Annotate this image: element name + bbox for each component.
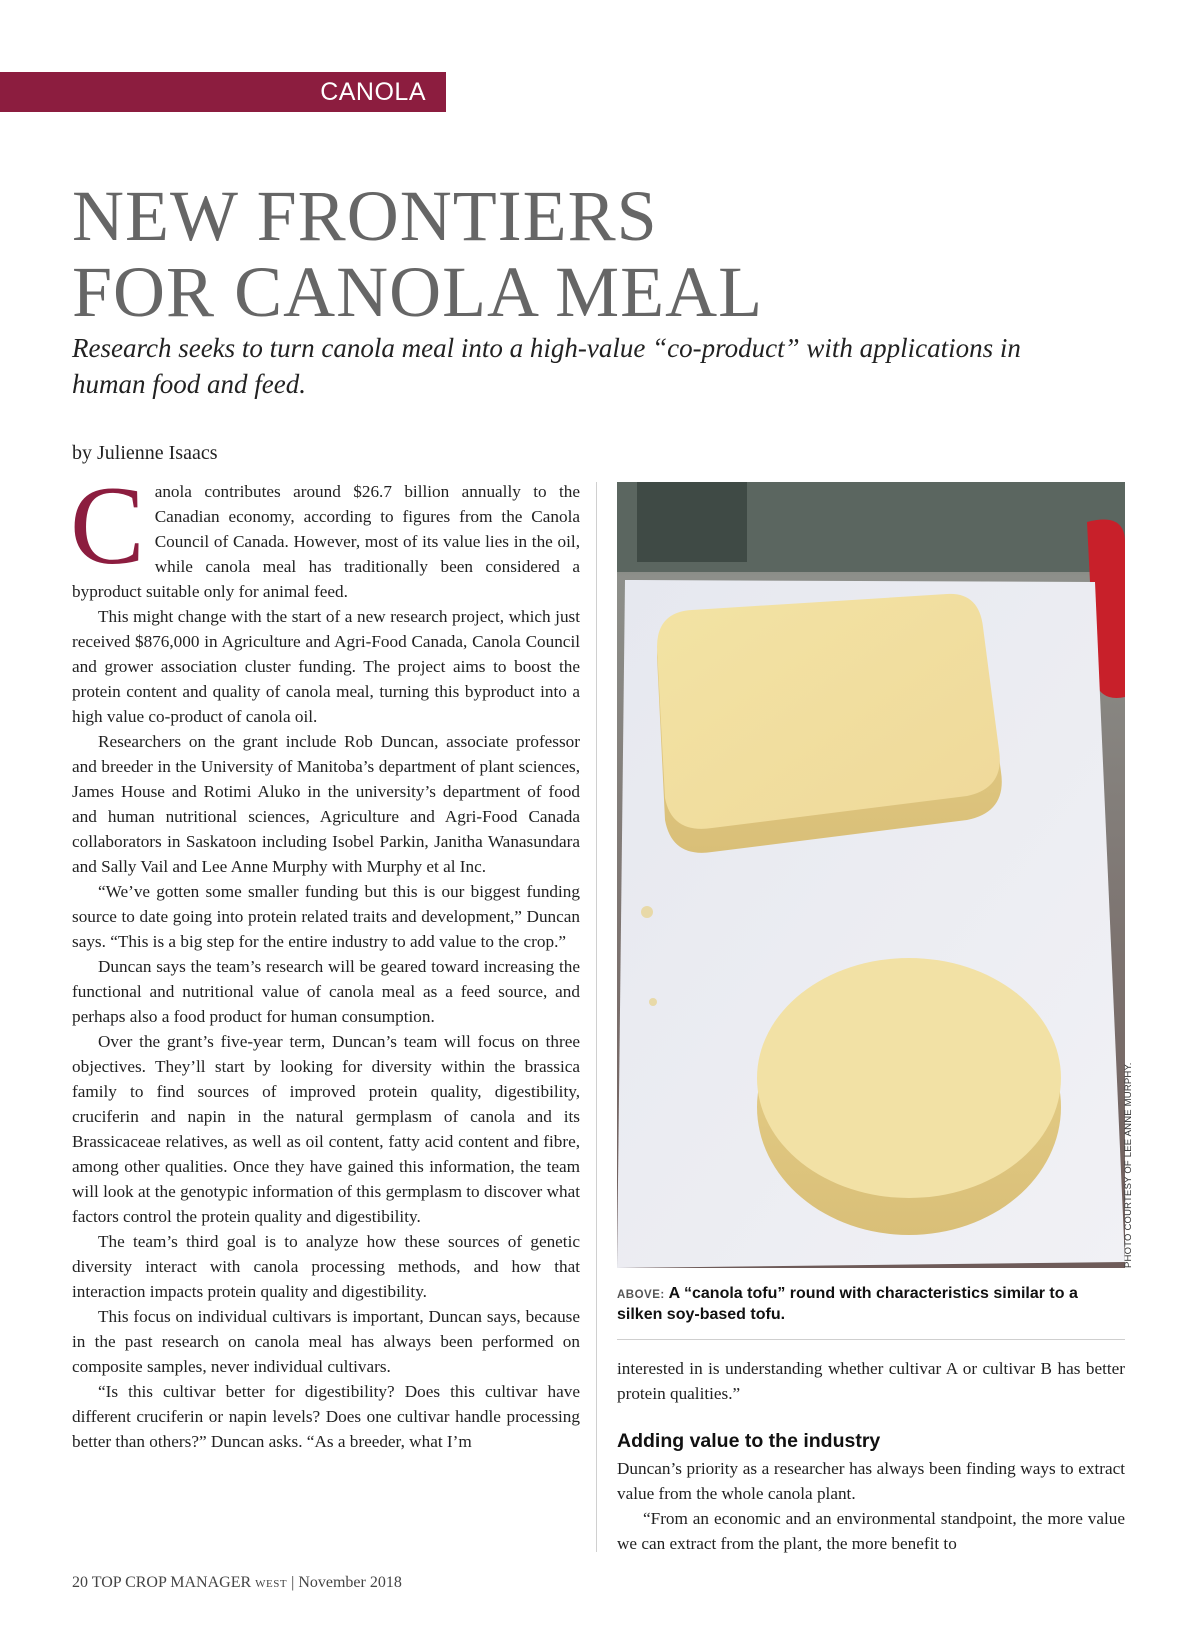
column-divider	[596, 482, 597, 1552]
photo-caption	[617, 1284, 1117, 1325]
body-paragraph-text: anola contributes around $26.7 billion annually to the Canadian economy, according to figures from the Canola Council of Canada. However, most of its value lies in the oil, while canola meal has traditionally been considered a byproduct suitable only for animal feed.	[72, 482, 580, 601]
body-paragraph: Duncan’s priority as a researcher has always been finding ways to extract value from the whole canola plant.	[617, 1459, 1125, 1503]
body-paragraph	[70, 464, 580, 604]
photo-illustration	[617, 482, 1125, 1268]
body-paragraph: “From an economic and an environmental standpoint, the more value we can extract from the plant, the more benefit to	[617, 1509, 1125, 1553]
issue-date: November 2018	[298, 1574, 402, 1591]
drop-cap: C	[70, 464, 145, 588]
section-banner	[0, 72, 446, 112]
headline-line-2: FOR CANOLA MEAL	[72, 252, 764, 332]
article-column-left	[70, 464, 580, 1454]
body-paragraph: Duncan says the team’s research will be geared toward increasing the functional and nutritional value of canola meal as a feed source, and perhaps also a food product for human consumption.	[72, 957, 580, 1026]
byline: by Julienne Isaacs	[72, 442, 218, 464]
canola-tofu-photo	[617, 482, 1125, 1268]
page-number: 20	[72, 1574, 88, 1591]
body-paragraph: “We’ve gotten some smaller funding but this is our biggest funding source to date going into protein related traits and development,” Duncan says. “This is a big step for the entire industry to add value to the crop.”	[72, 882, 580, 951]
headline-line-1: NEW FRONTIERS	[72, 176, 658, 256]
caption-divider	[617, 1339, 1125, 1340]
caption-label: ABOVE:	[617, 1289, 665, 1301]
body-paragraph: This might change with the start of a new research project, which just received $876,000 in Agriculture and Agri-Food Canada, Canola Council and grower association cluster funding. The project aims to boost the protein content and quality of canola meal, turning this byproduct into a high value co-product of canola oil.	[72, 607, 580, 726]
body-paragraph: Over the grant’s five-year term, Duncan’s team will focus on three objectives. They’ll start by looking for diversity within the brassica family to find sources of improved protein quality, digestibility, cruciferin and napin in the natural germplasm of canola and its Brassicaceae relatives, as well as oil content, fatty acid content and fibre, among other qualities. Once they have gained this information, the team will look at the genotypic information of this germplasm to discover what factors control the protein quality and digestibility.	[72, 1032, 580, 1226]
body-paragraph: “Is this cultivar better for digestibility? Does this cultivar have different cruciferin or napin levels? Does one cultivar handle processing better than others?” Duncan asks. “As a breeder, what I’m	[72, 1382, 580, 1451]
body-paragraph: interested in is understanding whether cultivar A or cultivar B has better protein qualities.”	[617, 1359, 1125, 1403]
body-paragraph: This focus on individual cultivars is important, Duncan says, because in the past research on canola meal has always been performed on composite samples, never individual cultivars.	[72, 1307, 580, 1376]
section-subhead: Adding value to the industry	[617, 1430, 881, 1452]
magazine-edition: WEST	[255, 1578, 288, 1590]
footer-separator: |	[291, 1574, 295, 1591]
photo-credit: PHOTO COURTESY OF LEE ANNE MURPHY.	[1123, 1062, 1134, 1268]
article-headline	[72, 178, 1132, 330]
article-column-right	[617, 1356, 1125, 1556]
caption-text: A “canola tofu” round with characteristics similar to a silken soy-based tofu.	[617, 1285, 1078, 1323]
body-paragraph: The team’s third goal is to analyze how these sources of genetic diversity interact with canola processing methods, and how that interaction impacts protein quality and digestibility.	[72, 1232, 580, 1301]
section-label: CANOLA	[320, 78, 426, 106]
body-paragraph: Researchers on the grant include Rob Duncan, associate professor and breeder in the University of Manitoba’s department of plant sciences, James House and Rotimi Aluko in the university’s department of food and human nutritional sciences, Agriculture and Agri-Food Canada collaborators in Saskatoon including Isobel Parkin, Janitha Wanasundara and Sally Vail and Lee Anne Murphy with Murphy et al Inc.	[72, 732, 580, 876]
article-deck: Research seeks to turn canola meal into a high-value “co-product” with applications in human food and feed.	[72, 333, 1021, 399]
page-footer	[72, 1574, 402, 1592]
magazine-name: TOP CROP MANAGER	[91, 1574, 252, 1591]
